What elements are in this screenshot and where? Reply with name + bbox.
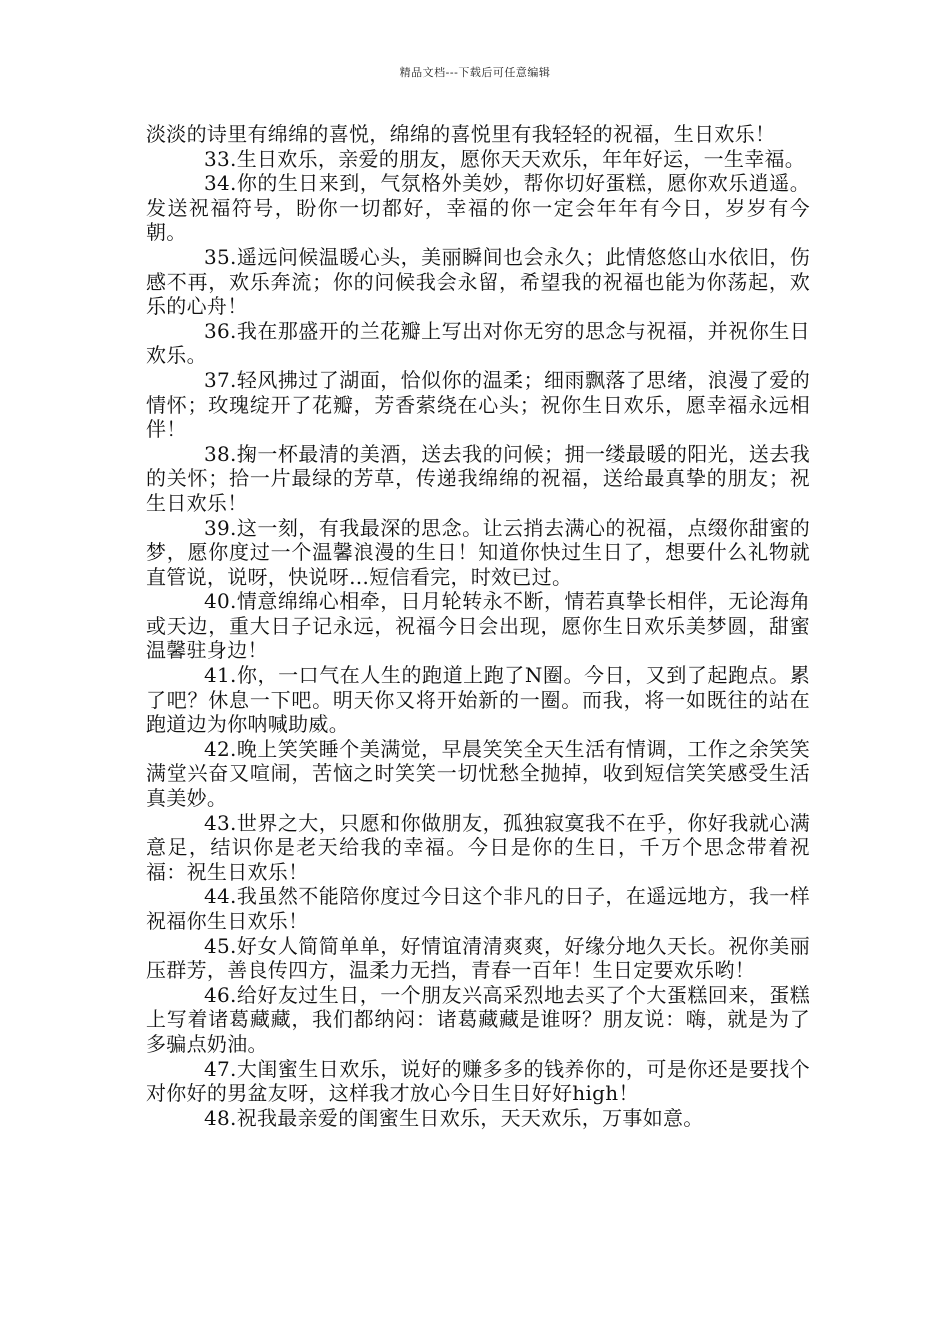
paragraph-46: 46.给好友过生日，一个朋友兴高采烈地去买了个大蛋糕回来，蛋糕上写着诸葛藏藏，我们都纳闷：诸葛藏藏是谁呀？朋友说：嗨，就是为了多骗点奶油。 xyxy=(146,982,810,1056)
paragraph-36: 36.我在那盛开的兰花瓣上写出对你无穷的思念与祝福，并祝你生日欢乐。 xyxy=(146,318,810,368)
paragraph-37: 37.轻风拂过了湖面，恰似你的温柔；细雨飘落了思绪，浪漫了爱的情怀；玫瑰绽开了花瓣，芳香萦绕在心头；祝你生日欢乐，愿幸福永远相伴！ xyxy=(146,367,810,442)
paragraph-43: 43.世界之大，只愿和你做朋友，孤独寂寞我不在乎，你好我就心满意足，结识你是老天给我的幸福。今日是你的生日，千万个思念带着祝福：祝生日欢乐！ xyxy=(146,810,810,884)
paragraph-44: 44.我虽然不能陪你度过今日这个非凡的日子，在遥远地方，我一样祝福你生日欢乐！ xyxy=(146,884,810,933)
paragraph-39: 39.这一刻，有我最深的思念。让云捎去满心的祝福，点缀你甜蜜的梦，愿你度过一个温馨浪漫的生日！知道你快过生日了，想要什么礼物就直管说，说呀，快说呀…短信看完，时效已过。 xyxy=(146,515,810,589)
paragraph-35: 35.遥远问候温暖心头，美丽瞬间也会永久；此情悠悠山水依旧，伤感不再，欢乐奔流；你的问候我会永留，希望我的祝福也能为你荡起，欢乐的心舟！ xyxy=(146,244,810,319)
paragraph-45: 45.好女人简简单单，好情谊清清爽爽，好缘分地久天长。祝你美丽压群芳，善良传四方，温柔力无挡，青春一百年！生日定要欢乐哟！ xyxy=(146,933,810,983)
paragraph-42: 42.晚上笑笑睡个美满觉，早晨笑笑全天生活有情调，工作之余笑笑满堂兴奋又喧闹，苦恼之时笑笑一切忧愁全抛掉，收到短信笑笑感受生活真美妙。 xyxy=(146,736,810,811)
paragraph-33: 33.生日欢乐，亲爱的朋友，愿你天天欢乐，年年好运，一生幸福。 xyxy=(204,146,806,171)
paragraph-continuation: 淡淡的诗里有绵绵的喜悦，绵绵的喜悦里有我轻轻的祝福，生日欢乐！ xyxy=(146,122,776,146)
paragraph-38: 38.掬一杯最清的美酒，送去我的问候；拥一缕最暖的阳光，送去我的关怀；拾一片最绿的芳草，传递我绵绵的祝福，送给最真挚的朋友；祝生日欢乐！ xyxy=(146,441,810,515)
document-body xyxy=(146,122,810,1130)
page-header: 精品文档---下载后可任意编辑 xyxy=(399,66,551,79)
paragraph-48: 48.祝我最亲爱的闺蜜生日欢乐，天天欢乐，万事如意。 xyxy=(204,1105,704,1130)
paragraph-41: 41.你，一口气在人生的跑道上跑了N圈。今日，又到了起跑点。累了吧？休息一下吧。明天你又将开始新的一圈。而我，将一如既往的站在跑道边为你呐喊助威。 xyxy=(146,663,810,737)
paragraph-40: 40.情意绵绵心相牵，日月轮转永不断，情若真挚长相伴，无论海角或天边，重大日子记永远，祝福今日会出现，愿你生日欢乐美梦圆，甜蜜温馨驻身边！ xyxy=(146,589,810,663)
paragraph-47: 47.大闺蜜生日欢乐，说好的赚多多的钱养你的，可是你还是要找个对你好的男盆友呀，这样我才放心今日生日好好high！ xyxy=(146,1056,810,1106)
paragraph-34: 34.你的生日来到，气氛格外美妙，帮你切好蛋糕，愿你欢乐逍遥。发送祝福符号，盼你一切都好，幸福的你一定会年年有今日，岁岁有今朝。 xyxy=(146,171,810,245)
